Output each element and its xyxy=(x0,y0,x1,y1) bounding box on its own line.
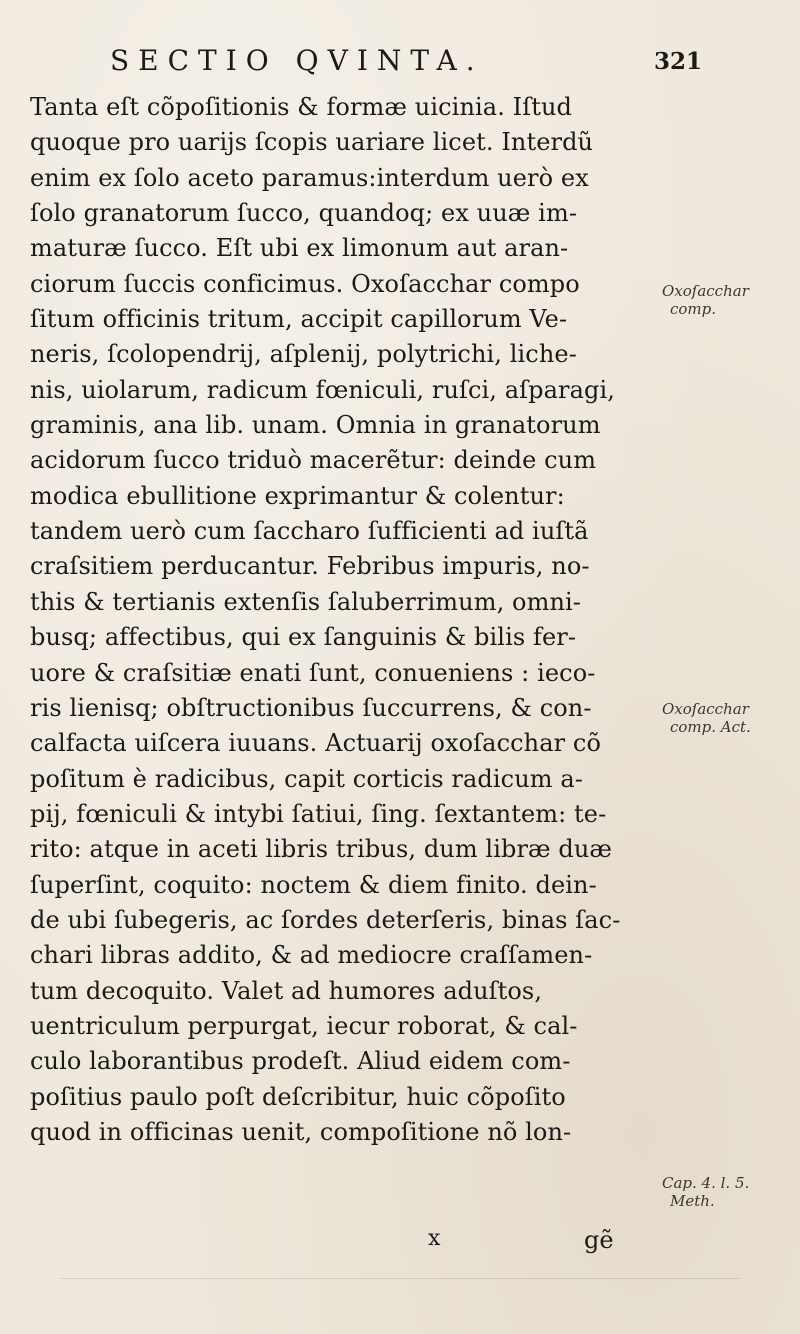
text-line: acidorum ſucco triduò macerẽtur: deinde cum xyxy=(30,446,597,475)
text-line: ciorum ſuccis conficimus. Oxoſacchar compo xyxy=(30,269,580,298)
text-line: chari libras addito, & ad mediocre craſſamen- xyxy=(30,941,593,970)
text-line: modica ebullitione exprimantur & colentur: xyxy=(30,481,565,510)
text-line: poſitius paulo poſt deſcribitur, huic cõpoſito xyxy=(30,1082,566,1111)
running-head: SECTIO QVINTA. xyxy=(110,44,484,77)
text-line: ſuperſint, coquito: noctem & diem finito. dein- xyxy=(30,870,597,899)
text-line: craſsitiem perducantur. Febribus impuris, no- xyxy=(30,552,590,581)
text-line: nis, uiolarum, radicum fœniculi, ruſci, aſparagi, xyxy=(30,375,615,404)
marginal-note xyxy=(662,1174,749,1210)
text-line: poſitum è radicibus, capit corticis radicum a- xyxy=(30,764,583,793)
marginal-note-line: Oxoſacchar xyxy=(662,282,749,300)
text-line: rito: atque in aceti libris tribus, dum libræ duæ xyxy=(30,835,613,864)
text-line: graminis, ana lib. unam. Omnia in granatorum xyxy=(30,411,601,440)
signature-mark: x xyxy=(428,1226,441,1251)
text-line: busq; affectibus, qui ex ſanguinis & bilis fer- xyxy=(30,623,577,652)
marginal-note-line: Oxoſacchar xyxy=(662,700,749,718)
text-line: ſitum officinis tritum, accipit capillorum Ve- xyxy=(30,305,568,334)
text-line: uentriculum perpurgat, iecur roborat, & cal- xyxy=(30,1011,578,1040)
text-line: neris, ſcolopendrij, aſplenij, polytrichi, liche- xyxy=(30,340,577,369)
paper-crease xyxy=(60,1278,740,1279)
text-line: de ubi ſubegeris, ac ſordes deterſeris, binas ſac- xyxy=(30,905,621,934)
marginal-note-line: Meth. xyxy=(670,1192,715,1210)
text-line: ſolo granatorum ſucco, quandoq; ex uuæ im- xyxy=(30,199,578,228)
text-line: this & tertianis extenſis ſaluberrimum, omni- xyxy=(30,587,581,616)
text-line: maturæ ſucco. Eſt ubi ex limonum aut aran- xyxy=(30,234,569,263)
page-footer xyxy=(0,1226,800,1266)
text-line: calfacta uiſcera iuuans. Actuarij oxoſacchar cõ xyxy=(30,729,602,758)
marginal-note-line: comp. xyxy=(670,300,717,318)
text-line: enim ex ſolo aceto paramus:interdum uerò ex xyxy=(30,163,589,192)
text-line: culo laborantibus prodeſt. Aliud eidem com- xyxy=(30,1047,571,1076)
marginal-note-line: Cap. 4. l. 5. xyxy=(662,1174,750,1192)
body-text xyxy=(30,90,640,1150)
page-header xyxy=(0,44,800,94)
text-line: pij, fœniculi & intybi ſatiui, ſing. ſextantem: te- xyxy=(30,799,607,828)
marginal-note-line: comp. Act. xyxy=(670,718,751,736)
text-line: tandem uerò cum ſaccharo ſufficienti ad iuſtã xyxy=(30,517,589,546)
text-line: quoque pro uarijs ſcopis uariare licet. Interdũ xyxy=(30,128,594,157)
marginal-note xyxy=(662,700,751,736)
marginal-note xyxy=(662,282,749,318)
page-number: 321 xyxy=(654,48,703,75)
text-line: quod in officinas uenit, compoſitione nõ lon- xyxy=(30,1117,572,1146)
text-line: tum decoquito. Valet ad humores aduſtos, xyxy=(30,976,543,1005)
text-line: Tanta eſt cõpoſitionis & formæ uicinia. Iſtud xyxy=(30,93,572,121)
catchword: gẽ xyxy=(584,1226,614,1254)
text-line: ris lienisq; obſtructionibus ſuccurrens, & con- xyxy=(30,693,592,722)
text-line: uore & craſsitiæ enati ſunt, conueniens : ieco- xyxy=(30,658,596,687)
